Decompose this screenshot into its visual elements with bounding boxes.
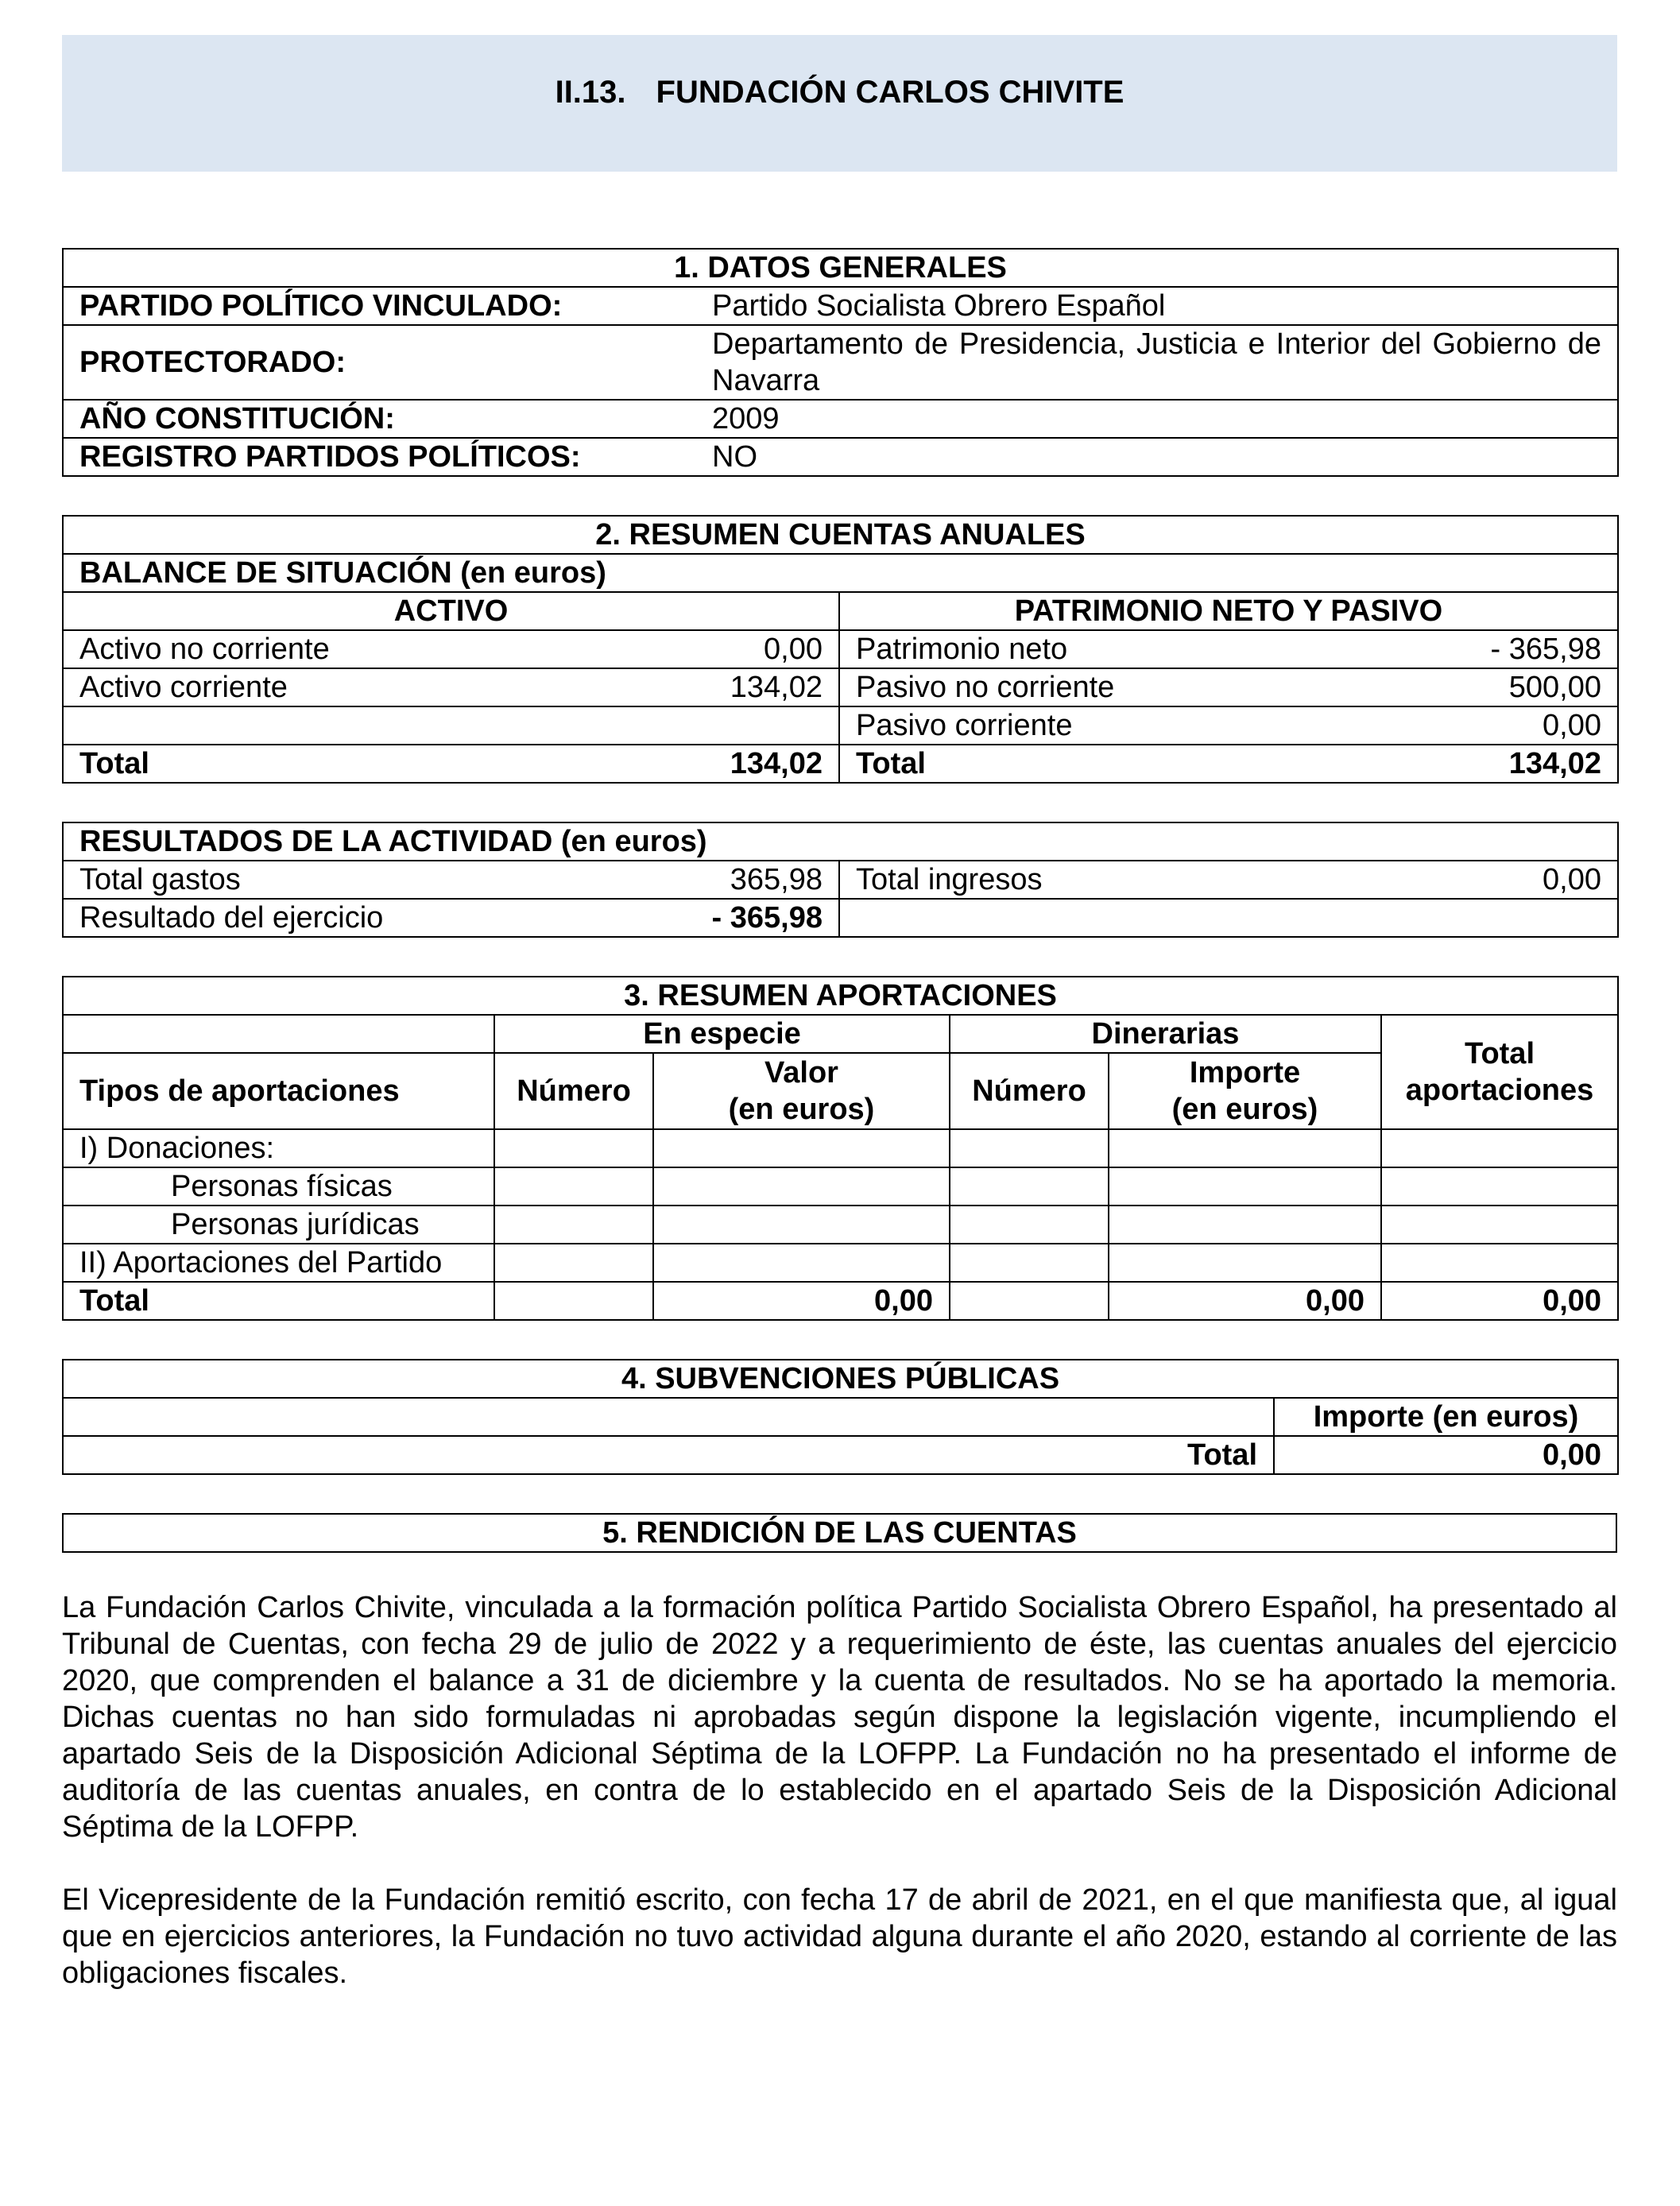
activo-header: ACTIVO bbox=[63, 592, 839, 630]
pasivo-label: Pasivo no corriente bbox=[839, 668, 1463, 706]
tipo-label: II) Aportaciones del Partido bbox=[63, 1244, 494, 1282]
pasivo-header: PATRIMONIO NETO Y PASIVO bbox=[839, 592, 1618, 630]
pasivo-value: 0,00 bbox=[1463, 706, 1618, 745]
empty-cell bbox=[63, 1015, 494, 1053]
importe-unit: (en euros) bbox=[1171, 1093, 1318, 1126]
datos-generales-heading: 1. DATOS GENERALES bbox=[63, 249, 1618, 287]
resultado-label: Resultado del ejercicio bbox=[63, 899, 671, 937]
subvenciones-table bbox=[62, 1359, 1619, 1475]
table-row bbox=[63, 325, 1618, 400]
gastos-label: Total gastos bbox=[63, 861, 671, 899]
ingresos-label: Total ingresos bbox=[839, 861, 1463, 899]
en-especie-header: En especie bbox=[494, 1015, 950, 1053]
balance-label: BALANCE DE SITUACIÓN (en euros) bbox=[63, 554, 1618, 592]
resultados-heading: RESULTADOS DE LA ACTIVIDAD (en euros) bbox=[63, 822, 1618, 861]
row-label: PARTIDO POLÍTICO VINCULADO: bbox=[63, 287, 696, 325]
document-page bbox=[62, 35, 1617, 1991]
empty-cell bbox=[839, 899, 1618, 937]
section-title-text: FUNDACIÓN CARLOS CHIVITE bbox=[656, 75, 1125, 110]
pasivo-value: - 365,98 bbox=[1463, 630, 1618, 668]
tipos-header: Tipos de aportaciones bbox=[63, 1053, 494, 1129]
total-valor: 0,00 bbox=[653, 1282, 950, 1320]
table-row bbox=[63, 861, 1618, 899]
valor-label: Valor bbox=[765, 1056, 838, 1089]
total-aportaciones-header: Total aportaciones bbox=[1381, 1015, 1618, 1129]
table-row-total bbox=[63, 745, 1618, 783]
table-row bbox=[63, 668, 1618, 706]
rendicion-paragraph-1: La Fundación Carlos Chivite, vinculada a la formación política Partido Socialista Obrero Español, ha presentado al Tribunal de Cuentas, con fecha 29 de julio de 2022 y a requerimiento de éste, las cuentas anuales del ejercicio 2020, que comprenden el balance a 31 de diciembre y la cuenta de resultados. No se ha aportado la memoria. Dichas cuentas no han sido formuladas ni aprobadas según dispone la legislación vigente, incumpliendo el apartado Seis de la Disposición Adicional Séptima de la LOFPP. La Fundación no ha presentado el informe de auditoría de las cuentas anuales, en contra de lo establecido en el apartado Seis de la Disposición Adicional Séptima de la LOFPP. bbox=[62, 1591, 1617, 1844]
total-importe: 0,00 bbox=[1109, 1282, 1381, 1320]
tipo-label: I) Donaciones: bbox=[63, 1129, 494, 1167]
resultado-value: - 365,98 bbox=[671, 899, 839, 937]
row-value: NO bbox=[696, 438, 1618, 476]
section-title-box bbox=[62, 35, 1617, 172]
row-label: PROTECTORADO: bbox=[63, 325, 696, 400]
dinerarias-header: Dinerarias bbox=[950, 1015, 1381, 1053]
activo-label: Activo corriente bbox=[63, 668, 671, 706]
tipo-label: Personas físicas bbox=[63, 1167, 494, 1206]
activo-value: 134,02 bbox=[671, 668, 839, 706]
table-row bbox=[63, 1167, 1618, 1206]
table-row-total bbox=[63, 1436, 1618, 1474]
row-label: AÑO CONSTITUCIÓN: bbox=[63, 400, 696, 438]
row-value: Partido Socialista Obrero Español bbox=[696, 287, 1618, 325]
datos-generales-table bbox=[62, 248, 1619, 477]
rendicion-heading: 5. RENDICIÓN DE LAS CUENTAS bbox=[63, 1514, 1616, 1552]
gastos-value: 365,98 bbox=[671, 861, 839, 899]
activo-value: 0,00 bbox=[671, 630, 839, 668]
row-value: Departamento de Presidencia, Justicia e Interior del Gobierno de Navarra bbox=[696, 325, 1618, 400]
pasivo-value: 500,00 bbox=[1463, 668, 1618, 706]
table-row bbox=[63, 899, 1618, 937]
rendicion-paragraph-2: El Vicepresidente de la Fundación remitió escrito, con fecha 17 de abril de 2021, en el que manifiesta que, al igual que en ejercicios anteriores, la Fundación no tuvo actividad alguna durante el año 2020, estando al corriente de las obligaciones fiscales. bbox=[62, 1883, 1617, 1990]
table-row bbox=[63, 1244, 1618, 1282]
valor-header bbox=[653, 1053, 950, 1129]
importe-header bbox=[1109, 1053, 1381, 1129]
numero-header: Número bbox=[950, 1053, 1109, 1129]
activo-label bbox=[63, 706, 671, 745]
pasivo-label: Patrimonio neto bbox=[839, 630, 1463, 668]
subvenciones-heading: 4. SUBVENCIONES PÚBLICAS bbox=[63, 1360, 1618, 1398]
pasivo-label: Pasivo corriente bbox=[839, 706, 1463, 745]
total-value: 0,00 bbox=[1274, 1436, 1618, 1474]
aportaciones-heading: 3. RESUMEN APORTACIONES bbox=[63, 977, 1618, 1015]
total-label: Total bbox=[63, 1282, 494, 1320]
table-row bbox=[63, 287, 1618, 325]
row-label: REGISTRO PARTIDOS POLÍTICOS: bbox=[63, 438, 696, 476]
table-row bbox=[63, 630, 1618, 668]
table-row bbox=[63, 1206, 1618, 1244]
table-row bbox=[63, 706, 1618, 745]
aportaciones-table bbox=[62, 976, 1619, 1321]
empty-cell bbox=[63, 1398, 1274, 1436]
valor-unit: (en euros) bbox=[728, 1093, 875, 1126]
activo-value bbox=[671, 706, 839, 745]
table-row bbox=[63, 438, 1618, 476]
activo-total-label: Total bbox=[63, 745, 671, 783]
activo-label: Activo no corriente bbox=[63, 630, 671, 668]
tipo-label: Personas jurídicas bbox=[63, 1206, 494, 1244]
section-title bbox=[62, 75, 1617, 110]
ingresos-value: 0,00 bbox=[1463, 861, 1618, 899]
pasivo-total-label: Total bbox=[839, 745, 1463, 783]
resumen-cuentas-table bbox=[62, 515, 1619, 784]
resultados-table bbox=[62, 822, 1619, 938]
table-row-total bbox=[63, 1282, 1618, 1320]
rendicion-table bbox=[62, 1513, 1617, 1553]
importe-label: Importe bbox=[1189, 1056, 1301, 1089]
activo-total-value: 134,02 bbox=[671, 745, 839, 783]
resumen-cuentas-heading: 2. RESUMEN CUENTAS ANUALES bbox=[63, 516, 1618, 554]
pasivo-total-value: 134,02 bbox=[1463, 745, 1618, 783]
section-number: II.13. bbox=[555, 75, 626, 110]
total-label: Total bbox=[63, 1436, 1274, 1474]
table-row bbox=[63, 1129, 1618, 1167]
importe-header: Importe (en euros) bbox=[1274, 1398, 1618, 1436]
row-value: 2009 bbox=[696, 400, 1618, 438]
table-row bbox=[63, 400, 1618, 438]
total-total: 0,00 bbox=[1381, 1282, 1618, 1320]
numero-header: Número bbox=[494, 1053, 653, 1129]
